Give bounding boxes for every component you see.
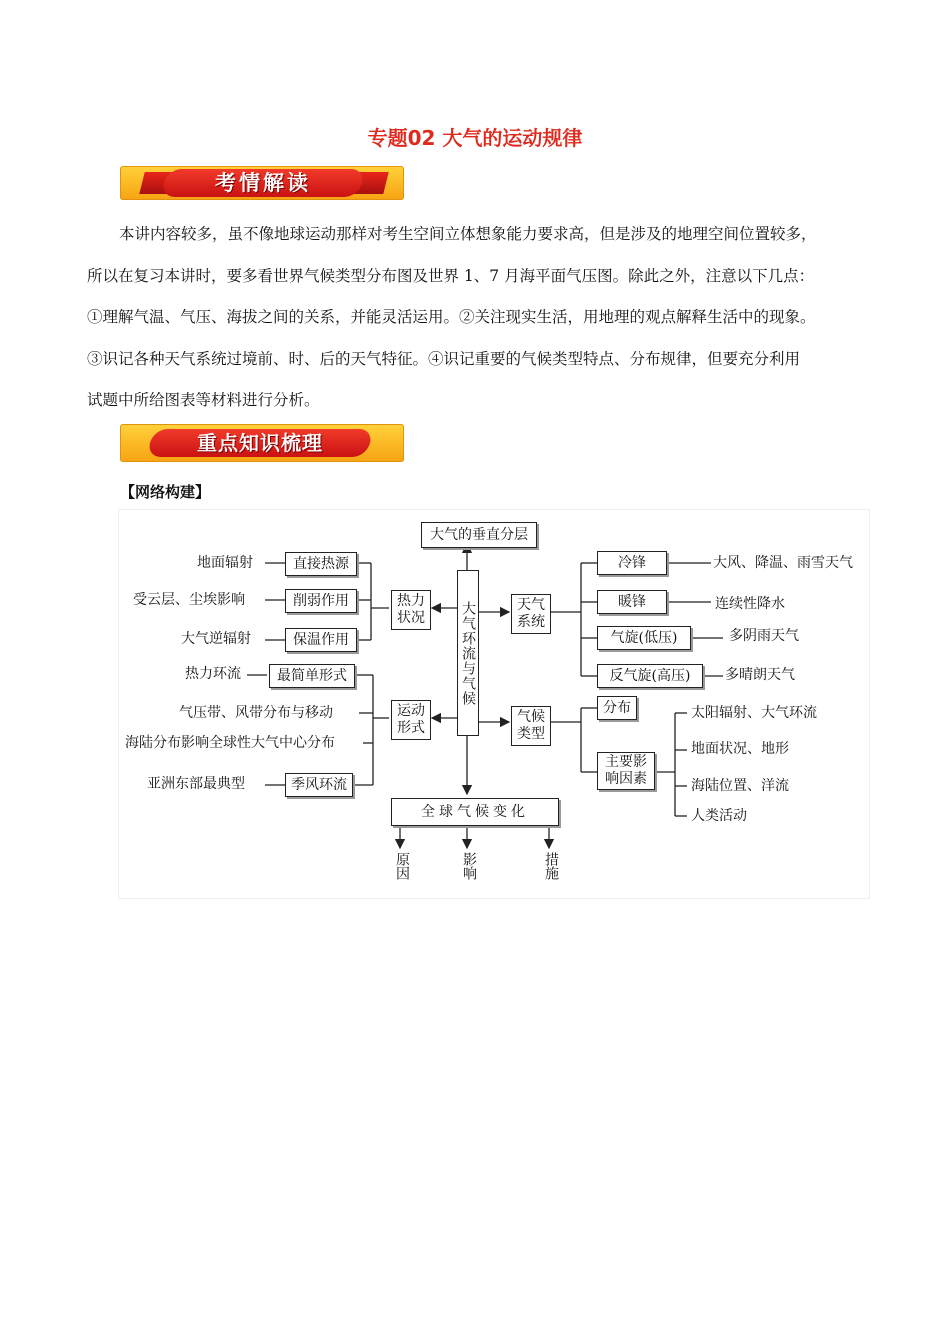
factors-box bbox=[597, 752, 655, 790]
insulation-box: 保温作用 bbox=[285, 628, 357, 652]
page-title: 专题02 大气的运动规律 bbox=[367, 126, 583, 150]
cyclone-note: 多阴雨天气 bbox=[729, 628, 799, 644]
anticyclone-box: 反气旋(高压) bbox=[597, 664, 703, 688]
center-text: 大气环流与气候 bbox=[460, 600, 476, 706]
weakening-box: 削弱作用 bbox=[285, 589, 357, 613]
measures-label: 措施 bbox=[543, 852, 559, 880]
factor-item: 太阳辐射、大气环流 bbox=[691, 705, 817, 721]
intro-paragraph bbox=[87, 214, 877, 422]
factor-item: 海陆位置、洋流 bbox=[691, 778, 789, 794]
ground-radiation-note: 地面辐射 bbox=[197, 555, 253, 571]
warm-front-note: 连续性降水 bbox=[715, 596, 785, 612]
land-sea-note: 海陆分布影响全球性大气中心分布 bbox=[125, 735, 335, 751]
thermal-label: 热力状况 bbox=[397, 593, 425, 626]
monsoon-box: 季风环流 bbox=[285, 773, 353, 797]
counter-radiation-note: 大气逆辐射 bbox=[181, 631, 251, 647]
intro-line: 所以在复习本讲时，要多看世界气候类型分布图及世界 1、7 月海平面气压图。除此之外，注意以下几点： bbox=[87, 266, 815, 285]
climate-label: 气候类型 bbox=[517, 709, 545, 742]
warm-front-box: 暖锋 bbox=[597, 590, 667, 614]
motion-box bbox=[391, 700, 431, 740]
intro-line: ①理解气温、气压、海拔之间的关系，并能灵活运用。②关注现实生活，用地理的观点解释生活中的现象。 bbox=[87, 308, 816, 326]
banner-exam-analysis bbox=[120, 166, 404, 200]
anticyclone-note: 多晴朗天气 bbox=[725, 667, 795, 683]
impact-label: 影响 bbox=[461, 852, 477, 880]
network-label: 【网络构建】 bbox=[120, 483, 211, 501]
banner-key-knowledge bbox=[120, 424, 404, 462]
weather-label: 天气系统 bbox=[517, 597, 545, 630]
direct-heat-box: 直接热源 bbox=[285, 552, 357, 576]
weather-box bbox=[511, 594, 551, 634]
center-box bbox=[457, 570, 479, 736]
pressure-belts-note: 气压带、风带分布与移动 bbox=[179, 705, 333, 721]
motion-label: 运动形式 bbox=[397, 703, 425, 736]
factor-item: 人类活动 bbox=[691, 808, 747, 824]
vertical-layers-box: 大气的垂直分层 bbox=[421, 522, 537, 548]
cold-front-note: 大风、降温、雨雪天气 bbox=[713, 555, 853, 571]
thermal-box bbox=[391, 590, 431, 630]
factor-item: 地面状况、地形 bbox=[691, 741, 789, 757]
banner-title: 考情解读 bbox=[215, 171, 311, 195]
intro-line: 试题中所给图表等材料进行分析。 bbox=[87, 391, 320, 409]
banner-title: 重点知识梳理 bbox=[197, 431, 323, 455]
distribution-box: 分布 bbox=[597, 696, 637, 720]
factors-label: 主要影响因素 bbox=[605, 754, 647, 787]
thermal-circulation-note: 热力环流 bbox=[185, 666, 241, 682]
global-change-box: 全球气候变化 bbox=[391, 798, 559, 826]
cold-front-box: 冷锋 bbox=[597, 551, 667, 575]
cloud-dust-note: 受云层、尘埃影响 bbox=[133, 592, 245, 608]
intro-line: ③识记各种天气系统过境前、时、后的天气特征。④识记重要的气候类型特点、分布规律，但要充分利用 bbox=[87, 349, 801, 368]
intro-line: 本讲内容较多，虽不像地球运动那样对考生空间立体想象能力要求高，但是涉及的地理空间位置较多， bbox=[119, 225, 817, 243]
cause-label: 原因 bbox=[394, 852, 410, 880]
cyclone-box: 气旋(低压) bbox=[597, 626, 691, 650]
concept-diagram bbox=[118, 509, 870, 899]
climate-box bbox=[511, 706, 551, 746]
simplest-form-box: 最简单形式 bbox=[269, 664, 355, 688]
east-asia-note: 亚洲东部最典型 bbox=[147, 776, 245, 792]
